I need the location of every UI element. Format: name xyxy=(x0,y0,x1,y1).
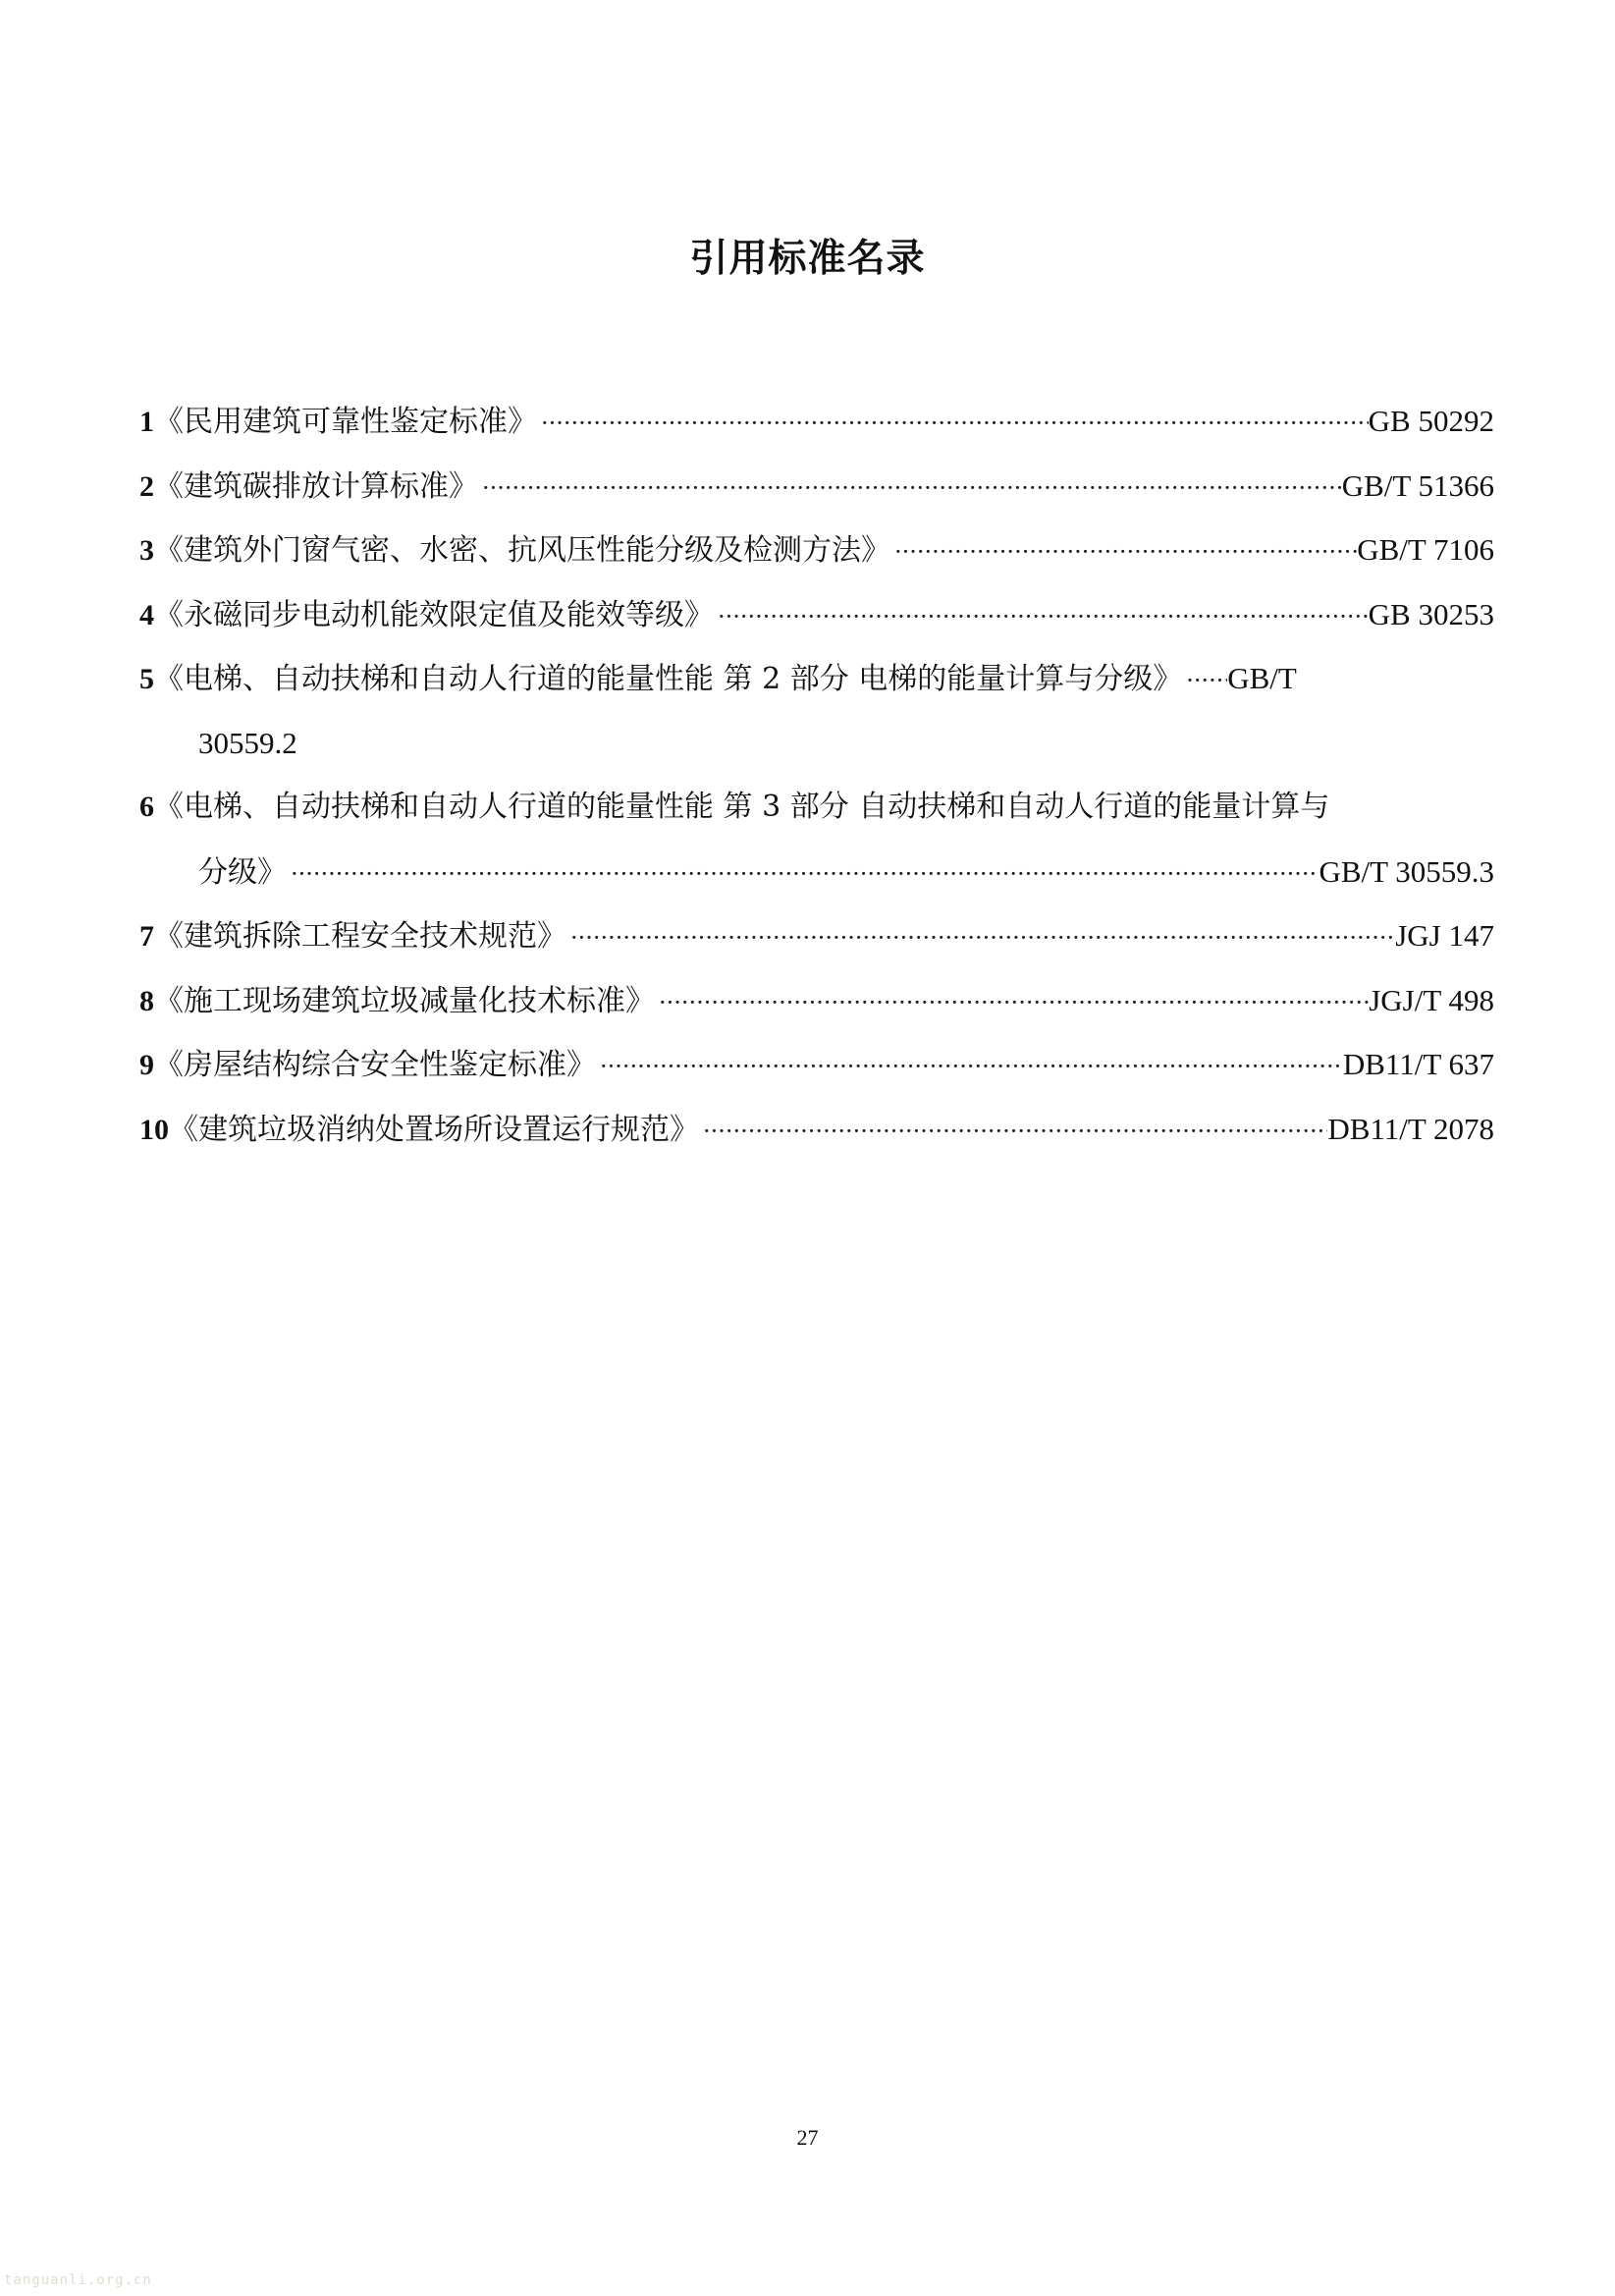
reference-number: 5 xyxy=(139,663,154,695)
reference-number: 9 xyxy=(139,1049,154,1081)
reference-item-5-continuation xyxy=(139,711,1494,776)
reference-title: 《施工现场建筑垃圾减量化技术标准》 xyxy=(154,983,655,1018)
reference-item-8 xyxy=(139,968,1494,1033)
reference-title: 《永磁同步电动机能效限定值及能效等级》 xyxy=(154,597,714,632)
reference-code: GB 50292 xyxy=(1368,404,1494,438)
reference-code: DB11/T 637 xyxy=(1342,1047,1494,1081)
leader-dots xyxy=(714,585,1369,650)
reference-item-3 xyxy=(139,518,1494,582)
reference-title: 《民用建筑可靠性鉴定标准》 xyxy=(154,405,537,439)
reference-number: 10 xyxy=(139,1113,169,1146)
reference-title: 《建筑垃圾消纳处置场所设置运行规范》 xyxy=(169,1112,699,1147)
reference-item-5 xyxy=(139,646,1494,711)
reference-code: JGJ/T 498 xyxy=(1369,982,1494,1017)
leader-dots xyxy=(566,906,1395,971)
leader-dots xyxy=(596,1035,1343,1100)
reference-item-1 xyxy=(139,389,1494,454)
reference-number: 3 xyxy=(139,534,154,567)
reference-item-2 xyxy=(139,454,1494,519)
reference-number: 4 xyxy=(139,598,154,631)
leader-dots xyxy=(655,971,1369,1036)
reference-code: GB/T 30559.3 xyxy=(1319,853,1494,889)
reference-item-7 xyxy=(139,903,1494,968)
reference-item-4 xyxy=(139,582,1494,647)
reference-item-10 xyxy=(139,1097,1494,1162)
reference-number: 1 xyxy=(139,406,154,438)
reference-title: 《建筑外门窗气密、水密、抗风压性能分级及检测方法》 xyxy=(154,533,890,568)
reference-code: GB/T 51366 xyxy=(1341,467,1494,503)
reference-title: 《电梯、自动扶梯和自动人行道的能量性能 第 2 部分 电梯的能量计算与分级》 xyxy=(154,662,1183,696)
reference-item-6-continuation xyxy=(139,840,1494,904)
reference-item-9 xyxy=(139,1032,1494,1097)
reference-number: 8 xyxy=(139,984,154,1017)
leader-dots xyxy=(699,1100,1327,1165)
reference-number: 6 xyxy=(139,791,154,823)
reference-title-continuation: 分级》 xyxy=(198,854,287,890)
leader-dots xyxy=(478,457,1342,521)
reference-item-6 xyxy=(139,775,1494,840)
reference-code: DB11/T 2078 xyxy=(1327,1111,1494,1146)
reference-code-continuation: 30559.2 xyxy=(198,725,297,760)
leader-dots xyxy=(287,843,1319,907)
reference-list xyxy=(139,389,1494,1161)
leader-dots xyxy=(1182,649,1227,714)
reference-title: 《建筑碳排放计算标准》 xyxy=(154,468,478,504)
reference-code: JGJ 147 xyxy=(1395,918,1494,953)
reference-code: GB 30253 xyxy=(1368,596,1494,631)
watermark-text: tanguanli.org.cn xyxy=(4,2272,152,2288)
page-number: 27 xyxy=(796,2125,819,2150)
reference-code: GB/T 7106 xyxy=(1357,532,1494,567)
reference-title: 《房屋结构综合安全性鉴定标准》 xyxy=(154,1048,596,1082)
leader-dots xyxy=(537,392,1369,457)
leader-dots xyxy=(890,520,1357,585)
reference-title: 《建筑拆除工程安全技术规范》 xyxy=(154,919,566,954)
page-title: 引用标准名录 xyxy=(689,237,926,281)
reference-code: GB/T xyxy=(1227,661,1297,695)
reference-number: 7 xyxy=(139,920,154,953)
reference-title: 《电梯、自动扶梯和自动人行道的能量性能 第 3 部分 自动扶梯和自动人行道的能量计算与 xyxy=(154,790,1330,824)
reference-number: 2 xyxy=(139,469,154,503)
